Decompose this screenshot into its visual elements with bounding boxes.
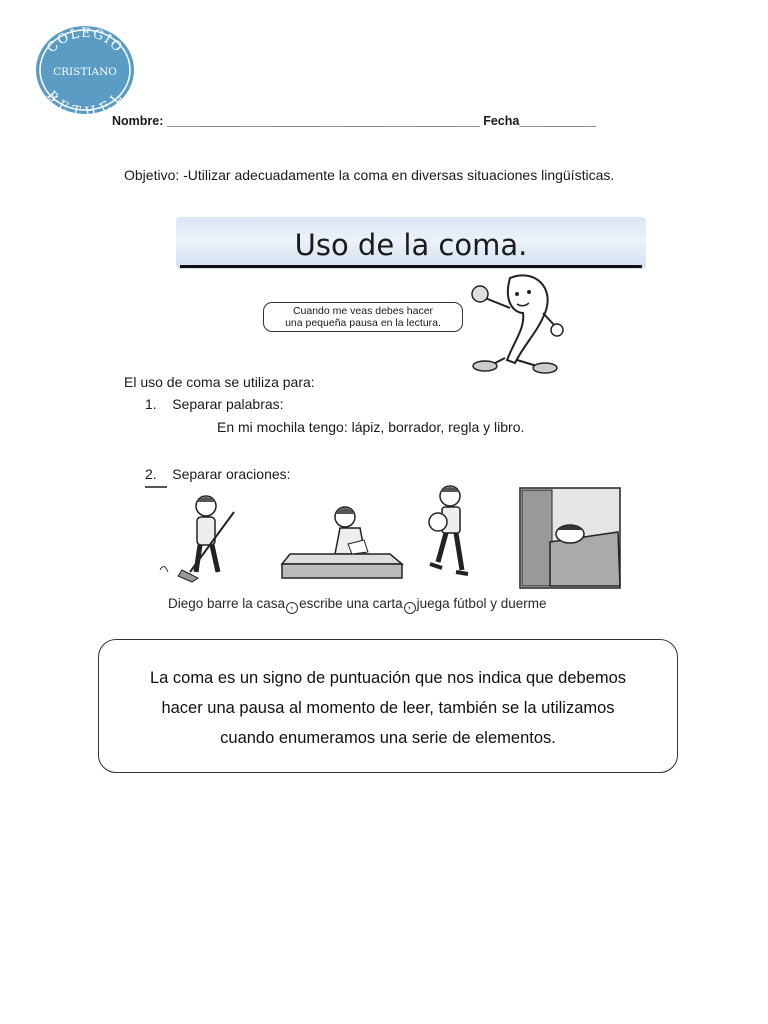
definition-line-3: cuando enumeramos una serie de elementos. (220, 729, 556, 747)
intro-text: El uso de coma se utiliza para: (124, 374, 315, 390)
activities-illustration (150, 482, 630, 592)
speech-line-1: Cuando me veas debes hacer (292, 305, 434, 317)
definition-line-1: La coma es un signo de puntuación que nos indica que debemos (149, 669, 627, 687)
speech-bubble (263, 302, 463, 332)
school-logo (34, 24, 136, 116)
definition-text (98, 663, 678, 753)
list-label: Separar oraciones: (172, 466, 291, 482)
logo-text-bottom: BETHEL (43, 88, 127, 116)
definition-line-2: hacer una pausa al momento de leer, también se la utilizamos (161, 699, 615, 717)
list-number: 2. (145, 466, 157, 482)
writing-boy-figure (282, 507, 402, 578)
list-item (145, 396, 284, 412)
page-title: Uso de la coma. (294, 228, 528, 262)
speech-line-2: una pequeña pausa en la lectura. (285, 317, 441, 329)
name-date-line (112, 114, 672, 128)
example-sentence: En mi mochila tengo: lápiz, borrador, regla y libro. (217, 419, 525, 435)
objective-text: Objetivo: -Utilizar adecuadamente la coma en diversas situaciones lingüísticas. (124, 167, 615, 183)
caption-part-2: escribe una carta (299, 596, 403, 611)
list-number: 1. (145, 396, 157, 412)
illustration-caption (168, 596, 608, 614)
caption-part-3: juega fútbol y duerme (416, 596, 547, 611)
list-label: Separar palabras: (172, 396, 284, 412)
sleeping-boy-figure (520, 488, 620, 588)
logo-text-middle: CRISTIANO (53, 66, 117, 78)
date-label: Fecha (483, 114, 520, 128)
name-field[interactable]: _____________________________________________ (166, 114, 480, 128)
date-field[interactable]: ___________ (519, 114, 596, 128)
circled-comma-icon (404, 602, 416, 614)
list-item (145, 466, 291, 482)
circled-comma-icon (286, 602, 298, 614)
caption-part-1: Diego barre la casa (168, 596, 286, 611)
sweeping-boy-figure (160, 496, 234, 582)
name-label: Nombre: (112, 114, 164, 128)
soccer-boy-figure (429, 486, 468, 574)
logo-text-top: COLEGIO (44, 25, 126, 57)
comma-mascot-illustration (455, 268, 575, 378)
